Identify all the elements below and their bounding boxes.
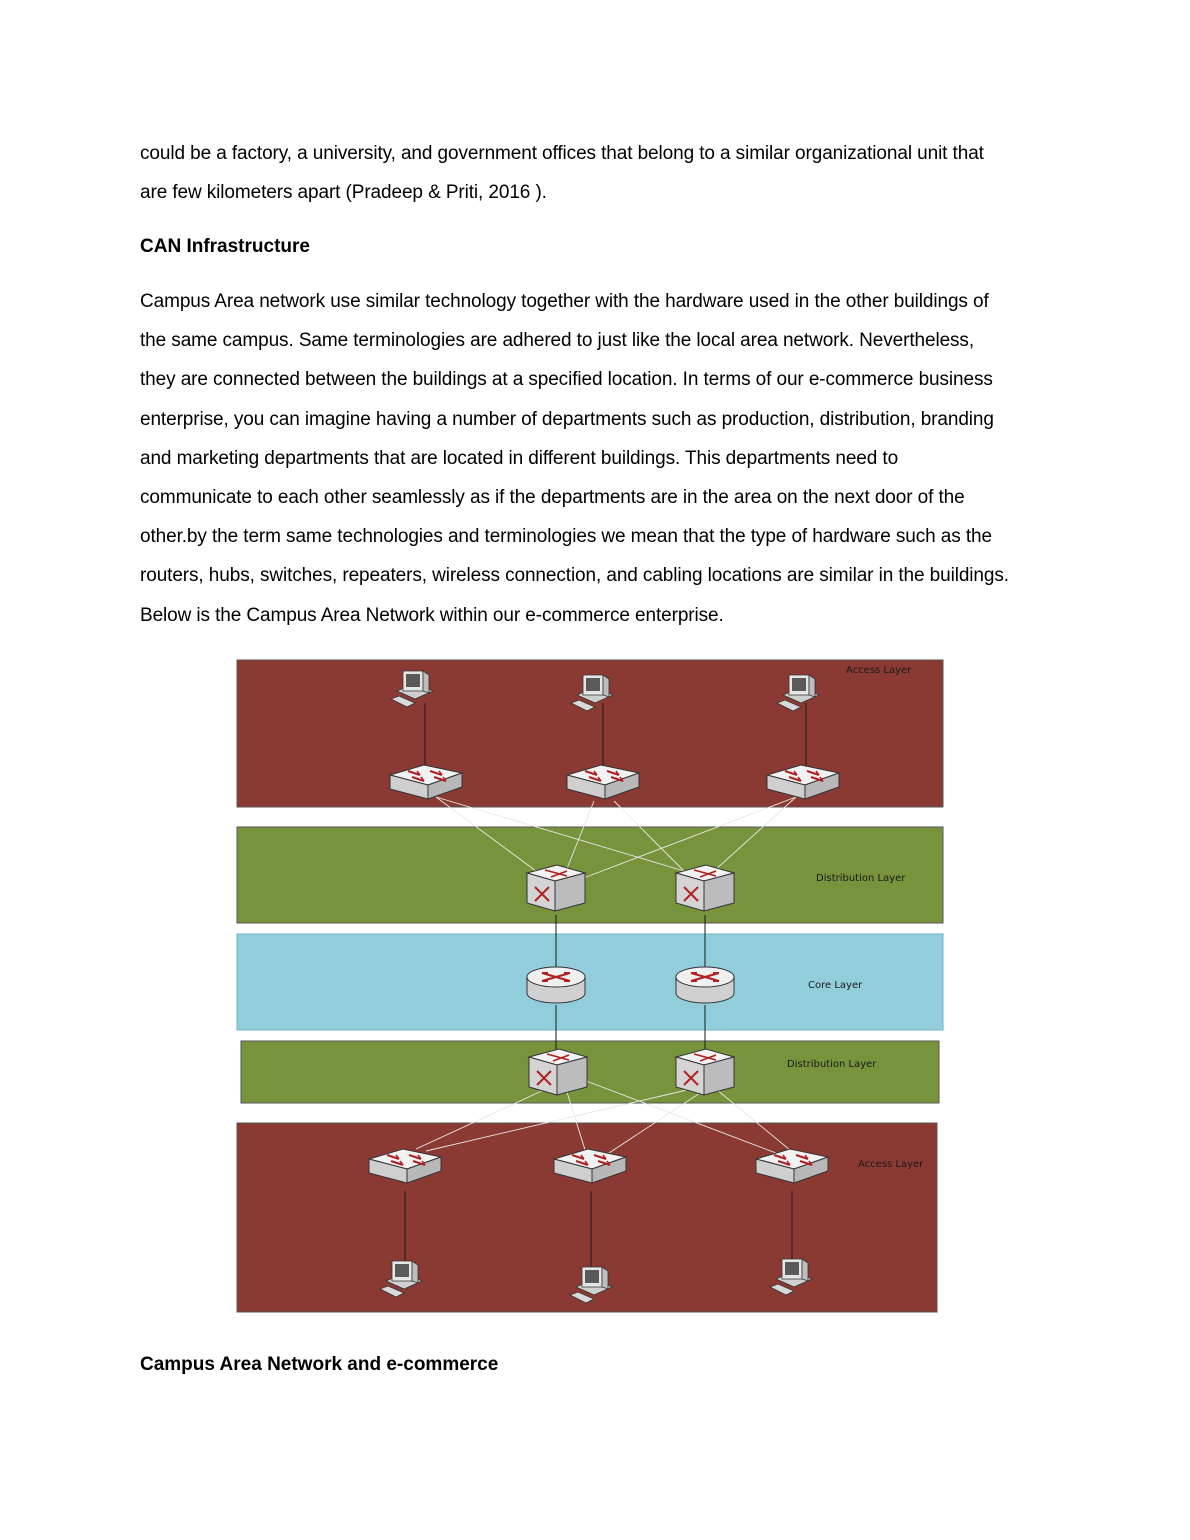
body-line: the same campus. Same terminologies are adhered to just like the local area network. Nevertheless,	[140, 330, 975, 352]
body-line: routers, hubs, switches, repeaters, wireless connection, and cabling locations are similar in the buildings.	[140, 565, 1009, 587]
multilayer-switch-icon	[676, 1049, 734, 1095]
intro-paragraph	[140, 134, 1060, 212]
heading-can-infrastructure: CAN Infrastructure	[140, 236, 310, 257]
router-icon	[527, 967, 585, 1003]
body-line: Campus Area network use similar technology together with the hardware used in the other buildings of	[140, 291, 989, 312]
body-line: other.by the term same technologies and terminologies we mean that the type of hardware such as the	[140, 526, 992, 548]
body-line: they are connected between the buildings at a specified location. In terms of our e-commerce business	[140, 369, 993, 391]
distribution-layer-top-label: Distribution Layer	[816, 873, 906, 884]
multilayer-switch-icon	[529, 1049, 587, 1095]
heading-can-ecommerce: Campus Area Network and e-commerce	[140, 1354, 499, 1375]
intro-line: are few kilometers apart (Pradeep & Priti, 2016 ).	[140, 182, 547, 204]
router-icon	[676, 967, 734, 1003]
body-paragraph	[140, 282, 1060, 635]
access-layer-bottom-label: Access Layer	[858, 1159, 924, 1170]
multilayer-switch-icon	[676, 865, 734, 911]
campus-network-diagram	[236, 659, 946, 1315]
body-line: and marketing departments that are located in different buildings. This departments need to	[140, 447, 899, 469]
distribution-layer-bottom-label: Distribution Layer	[787, 1059, 877, 1070]
core-layer-label: Core Layer	[808, 980, 863, 991]
multilayer-switch-icon	[527, 865, 585, 911]
body-line: enterprise, you can imagine having a number of departments such as production, distribution, branding	[140, 408, 994, 430]
intro-line: could be a factory, a university, and government offices that belong to a similar organizational unit that	[140, 143, 984, 164]
access-layer-top-label: Access Layer	[846, 665, 912, 676]
body-line: Below is the Campus Area Network within our e-commerce enterprise.	[140, 604, 724, 626]
distribution-layer-bottom-band	[241, 1041, 939, 1103]
body-line: communicate to each other seamlessly as if the departments are in the area on the next door of the	[140, 487, 965, 509]
